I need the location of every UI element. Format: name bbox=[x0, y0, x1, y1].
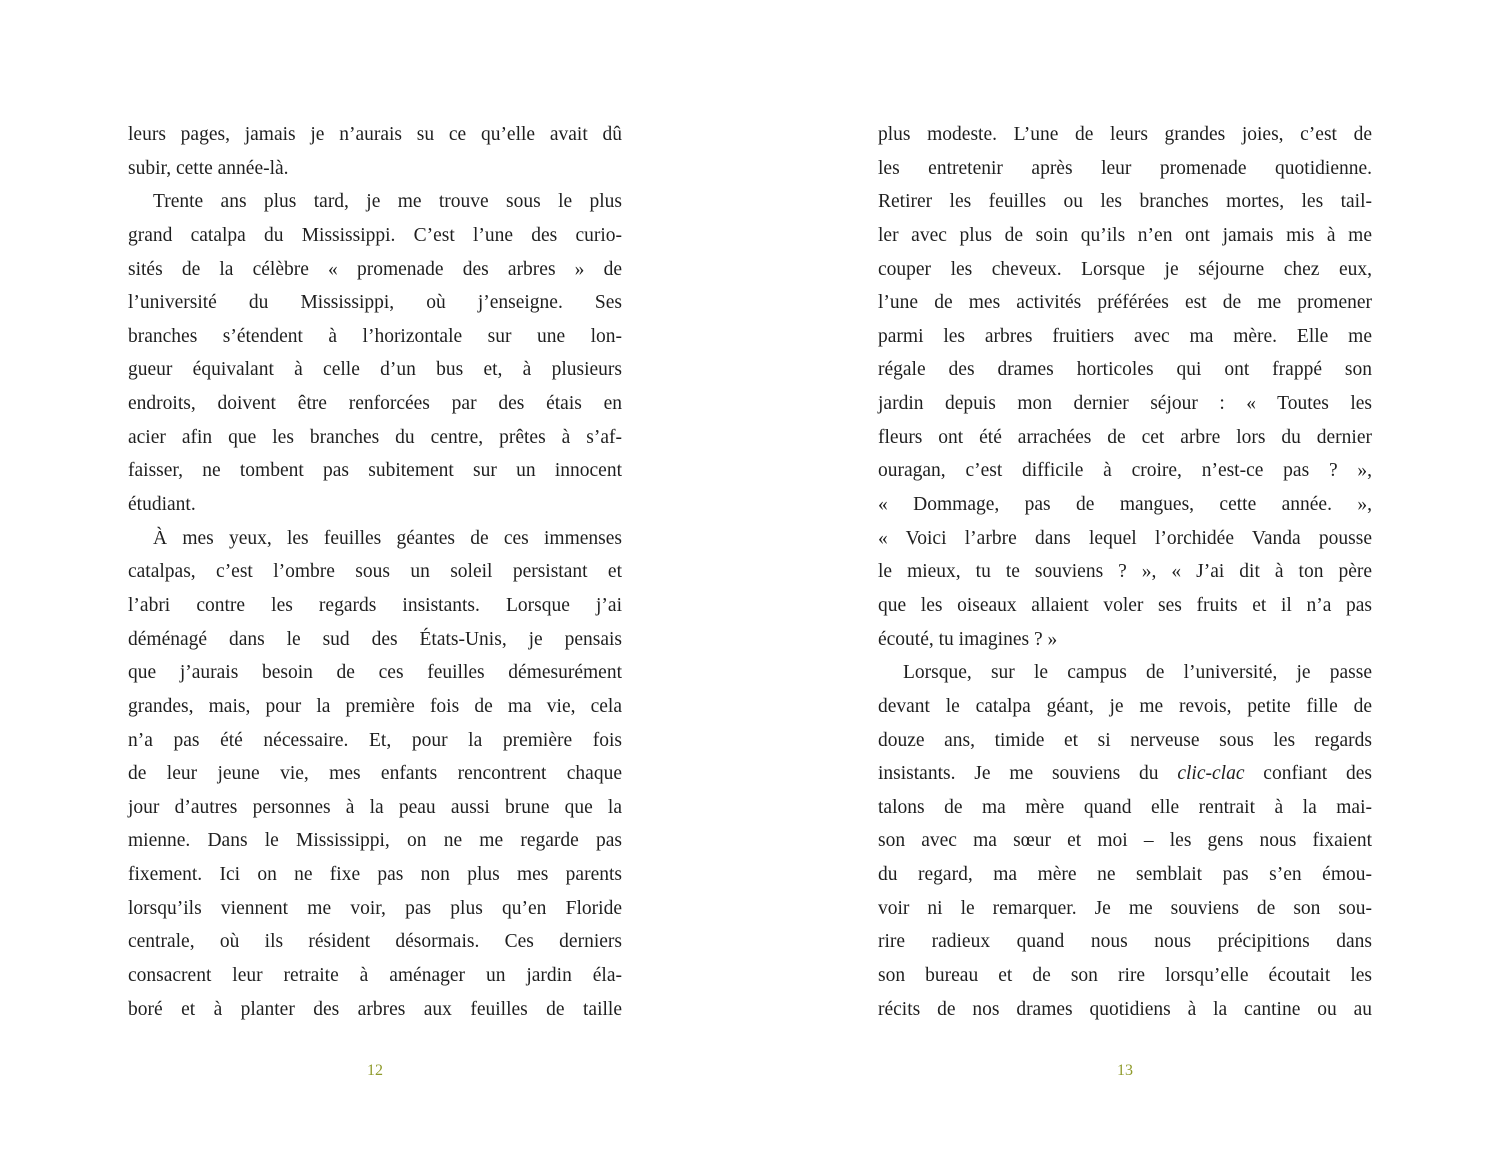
text-line-content: n’a pas été nécessaire. Et, pour la première fois bbox=[128, 729, 622, 751]
text-line-content: Trente ans plus tard, je me trouve sous le plus bbox=[153, 191, 622, 213]
left-page-text bbox=[128, 118, 622, 1026]
text-line bbox=[878, 824, 1372, 858]
text-line-content: que j’aurais besoin de ces feuilles démesurément bbox=[128, 662, 622, 684]
text-line-content: ouragan, c’est difficile à croire, n’est-ce pas ? », bbox=[878, 460, 1372, 482]
text-line-content: jardin depuis mon dernier séjour : « Toutes les bbox=[878, 393, 1372, 415]
text-line-content: confiant des bbox=[1244, 763, 1372, 785]
text-line-content: régale des drames horticoles qui ont frappé son bbox=[878, 359, 1372, 381]
text-line bbox=[878, 219, 1372, 253]
text-line bbox=[878, 152, 1372, 186]
text-line-content: son bureau et de son rire lorsqu’elle écoutait les bbox=[878, 965, 1372, 987]
text-line-content: que les oiseaux allaient voler ses fruits et il n’a pas bbox=[878, 594, 1372, 616]
text-line-content: insistants. Je me souviens du bbox=[878, 763, 1178, 785]
text-line bbox=[878, 522, 1372, 556]
text-line bbox=[878, 454, 1372, 488]
text-line-content: « Dommage, pas de mangues, cette année. », bbox=[878, 494, 1372, 516]
text-line bbox=[128, 824, 622, 858]
text-line-content: centrale, où ils résident désormais. Ces derniers bbox=[128, 931, 622, 953]
text-line bbox=[878, 253, 1372, 287]
text-line-content: l’abri contre les regards insistants. Lorsque j’ai bbox=[128, 594, 622, 616]
text-line bbox=[878, 421, 1372, 455]
text-line bbox=[128, 656, 622, 690]
text-line-content: son avec ma sœur et moi – les gens nous fixaient bbox=[878, 830, 1372, 852]
text-line bbox=[878, 387, 1372, 421]
text-line bbox=[128, 993, 622, 1027]
text-line bbox=[878, 791, 1372, 825]
text-line bbox=[128, 892, 622, 926]
text-line-content: endroits, doivent être renforcées par des étais en bbox=[128, 393, 622, 415]
page-number-left: 12 bbox=[367, 1062, 383, 1079]
text-line-content: du regard, ma mère ne semblait pas s’en émou- bbox=[878, 864, 1372, 886]
text-line bbox=[128, 421, 622, 455]
text-line bbox=[128, 387, 622, 421]
text-line-content: l’une de mes activités préférées est de me promener bbox=[878, 292, 1372, 314]
text-line-content: rire radieux quand nous nous précipitions dans bbox=[878, 931, 1372, 953]
text-line bbox=[878, 589, 1372, 623]
text-line-content: fixement. Ici on ne fixe pas non plus mes parents bbox=[128, 864, 622, 886]
text-line bbox=[878, 892, 1372, 926]
text-line-content: grandes, mais, pour la première fois de ma vie, cela bbox=[128, 695, 622, 717]
text-line bbox=[128, 320, 622, 354]
text-line bbox=[878, 690, 1372, 724]
text-line-content: « Voici l’arbre dans lequel l’orchidée Vanda pousse bbox=[878, 527, 1372, 549]
text-line bbox=[128, 959, 622, 993]
text-line bbox=[878, 286, 1372, 320]
text-line-content: devant le catalpa géant, je me revois, petite fille de bbox=[878, 695, 1372, 717]
text-line bbox=[128, 286, 622, 320]
text-line bbox=[128, 555, 622, 589]
italic-term: clic-clac bbox=[1177, 763, 1245, 785]
text-line bbox=[878, 959, 1372, 993]
text-line-content: parmi les arbres fruitiers avec ma mère. Elle me bbox=[878, 325, 1372, 347]
text-line-content: sités de la célèbre « promenade des arbres » de bbox=[128, 258, 622, 280]
text-line bbox=[128, 253, 622, 287]
text-line-content: récits de nos drames quotidiens à la cantine ou au bbox=[878, 998, 1372, 1020]
text-line bbox=[128, 522, 622, 556]
text-line-content: Lorsque, sur le campus de l’université, je passe bbox=[903, 662, 1372, 684]
text-line-content: catalpas, c’est l’ombre sous un soleil persistant et bbox=[128, 561, 622, 583]
text-line-content: de leur jeune vie, mes enfants rencontrent chaque bbox=[128, 763, 622, 785]
text-line-content: étudiant. bbox=[128, 494, 196, 516]
text-line-content: branches s’étendent à l’horizontale sur une lon- bbox=[128, 325, 622, 347]
text-line bbox=[128, 219, 622, 253]
text-line bbox=[128, 757, 622, 791]
text-line-content: grand catalpa du Mississippi. C’est l’une des curio- bbox=[128, 224, 622, 246]
text-line bbox=[878, 623, 1372, 657]
text-line-content: l’université du Mississippi, où j’enseigne. Ses bbox=[128, 292, 622, 314]
text-line bbox=[878, 320, 1372, 354]
text-line-content: acier afin que les branches du centre, prêtes à s’af- bbox=[128, 426, 622, 448]
text-line-content: À mes yeux, les feuilles géantes de ces immenses bbox=[153, 527, 622, 549]
text-line bbox=[128, 185, 622, 219]
text-line-content: déménagé dans le sud des États-Unis, je pensais bbox=[128, 628, 622, 650]
text-line bbox=[878, 724, 1372, 758]
text-line bbox=[128, 623, 622, 657]
text-line bbox=[128, 454, 622, 488]
text-line bbox=[878, 925, 1372, 959]
text-line-content: fleurs ont été arrachées de cet arbre lors du dernier bbox=[878, 426, 1372, 448]
text-line bbox=[878, 118, 1372, 152]
text-line bbox=[128, 152, 622, 186]
text-line bbox=[878, 993, 1372, 1027]
text-line bbox=[128, 353, 622, 387]
text-line bbox=[878, 656, 1372, 690]
text-line-content: faisser, ne tombent pas subitement sur un innocent bbox=[128, 460, 622, 482]
text-line bbox=[128, 724, 622, 758]
text-line-content: le mieux, tu te souviens ? », « J’ai dit à ton père bbox=[878, 561, 1372, 583]
text-line bbox=[128, 858, 622, 892]
page-number-right: 13 bbox=[1117, 1062, 1133, 1079]
text-line bbox=[878, 757, 1372, 791]
right-page-text bbox=[878, 118, 1372, 1026]
text-line bbox=[128, 925, 622, 959]
text-line-content: consacrent leur retraite à aménager un jardin éla- bbox=[128, 965, 622, 987]
text-line-content: douze ans, timide et si nerveuse sous les regards bbox=[878, 729, 1372, 751]
text-line-content: couper les cheveux. Lorsque je séjourne chez eux, bbox=[878, 258, 1372, 280]
text-line bbox=[878, 185, 1372, 219]
text-line-content: leurs pages, jamais je n’aurais su ce qu’elle avait dû bbox=[128, 124, 622, 145]
text-line-content: lorsqu’ils viennent me voir, pas plus qu’en Floride bbox=[128, 897, 622, 919]
text-line-content: subir, cette année-là. bbox=[128, 157, 289, 179]
text-line-content: les entretenir après leur promenade quotidienne. bbox=[878, 157, 1372, 179]
text-line bbox=[128, 690, 622, 724]
text-line-content: Retirer les feuilles ou les branches mortes, les tail- bbox=[878, 191, 1372, 213]
text-line bbox=[878, 488, 1372, 522]
text-line-content: mienne. Dans le Mississippi, on ne me regarde pas bbox=[128, 830, 622, 852]
text-line bbox=[128, 118, 622, 152]
text-line bbox=[878, 353, 1372, 387]
text-line-content: voir ni le remarquer. Je me souviens de son sou- bbox=[878, 897, 1372, 919]
text-line bbox=[128, 791, 622, 825]
text-line-content: boré et à planter des arbres aux feuilles de taille bbox=[128, 998, 622, 1020]
text-line-content: plus modeste. L’une de leurs grandes joies, c’est de bbox=[878, 124, 1372, 145]
text-line bbox=[128, 589, 622, 623]
text-line-content: talons de ma mère quand elle rentrait à la mai- bbox=[878, 796, 1372, 818]
text-line-content: jour d’autres personnes à la peau aussi brune que la bbox=[128, 796, 622, 818]
text-line-content: ler avec plus de soin qu’ils n’en ont jamais mis à me bbox=[878, 224, 1372, 246]
right-page bbox=[750, 0, 1500, 1168]
text-line-content: écouté, tu imagines ? » bbox=[878, 628, 1058, 650]
text-line bbox=[878, 555, 1372, 589]
text-line bbox=[878, 858, 1372, 892]
text-line bbox=[128, 488, 622, 522]
text-line-content: gueur équivalant à celle d’un bus et, à plusieurs bbox=[128, 359, 622, 381]
